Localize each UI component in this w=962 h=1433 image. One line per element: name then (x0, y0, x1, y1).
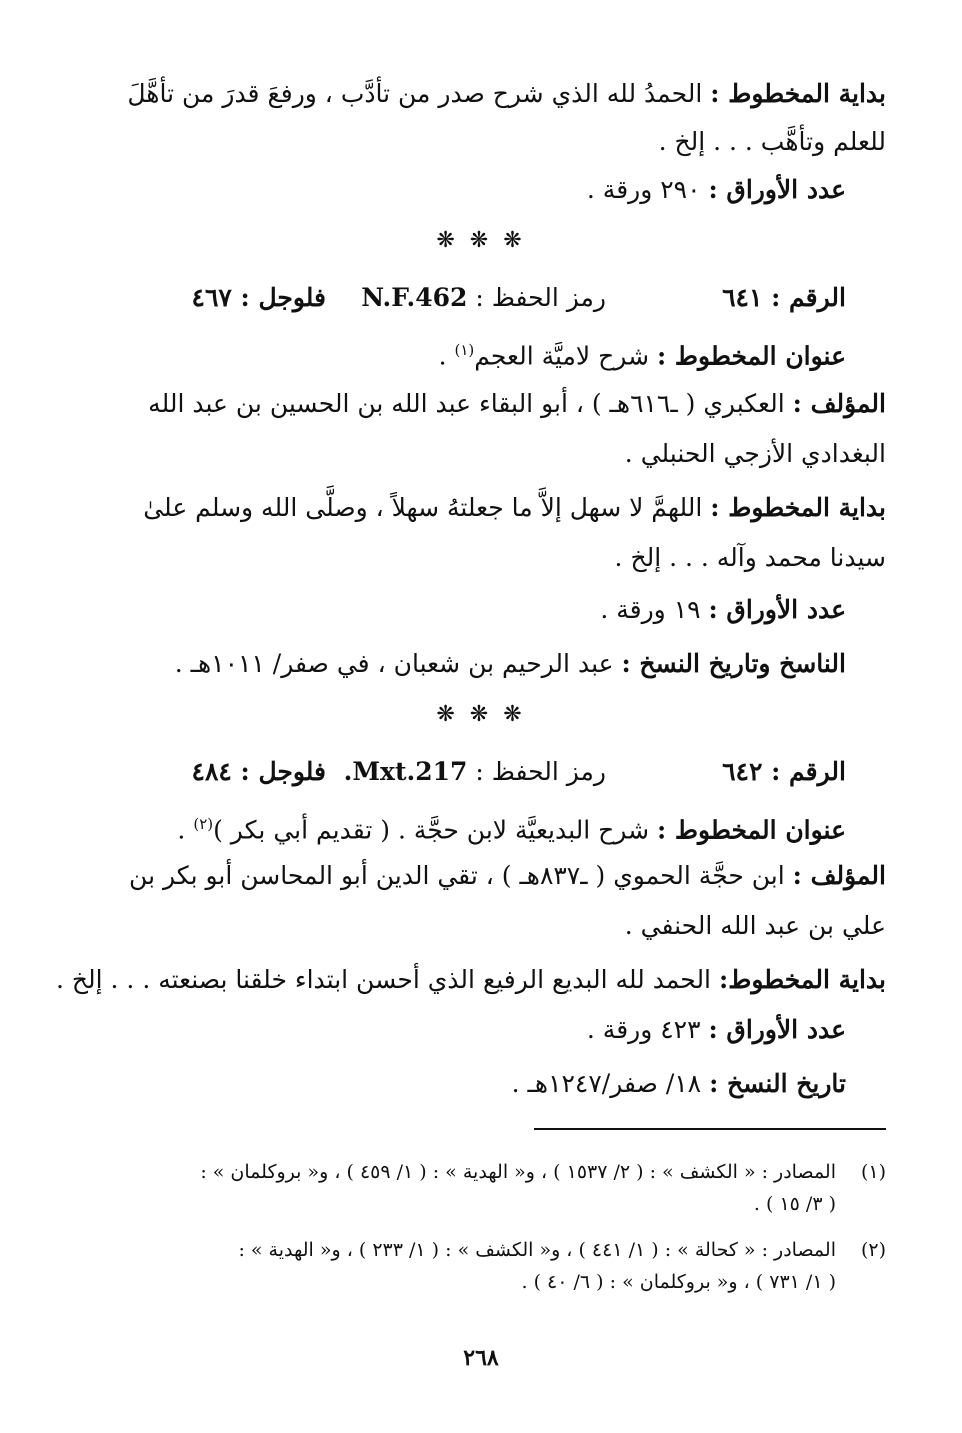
prev-folios-value: ٢٩٠ ورقة . (586, 175, 701, 204)
footnote-2-line1: المصادر : « كحالة » : ( ١/ ٤٤١ ) ، و« الكشف » : ( ١/ ٢٣٣ ) ، و« الهدية » : (238, 1239, 836, 1261)
entry-641-start-line2: سيدنا محمد وآله . . . إلخ . (614, 543, 886, 572)
prev-start-line1 (76, 74, 886, 114)
entry-642-title-text: شرح البديعيَّة لابن حجَّة . ( تقديم أبي بكر ) (213, 815, 650, 845)
entry-642-start (56, 960, 886, 1000)
entry-641-copyist (76, 644, 846, 684)
entry-642-start-label: بداية المخطوط: (718, 965, 886, 994)
footnote-ref-2[interactable]: (٢) (193, 815, 214, 833)
entry-642-date-value: ١٨/ صفر/١٢٤٧هـ . (511, 1069, 702, 1098)
entry-642-header (76, 752, 886, 792)
entry-641-title: عنوان المخطوط : شرح لاميَّة العجم$^{(١)}$ . (438, 341, 846, 371)
entry-642-author-label: المؤلف : (792, 861, 886, 890)
entry-641-folios-label: عدد الأوراق : (708, 595, 846, 624)
prev-start-line2: للعلم وتأهَّب . . . إلخ . (658, 127, 886, 156)
footnote-2-number: (٢) (860, 1239, 886, 1261)
entry-642-shelfmark (344, 752, 606, 792)
entry-642-number: الرقم : ٦٤٢ (722, 757, 846, 786)
entry-642-author-text: ابن حجَّة الحموي ( ـ٨٣٧هـ ) ، تقي الدين أبو المحاسن أبو بكر بن (129, 861, 785, 890)
entry-641-shelfmark (361, 278, 606, 318)
entry-642-title: عنوان المخطوط : شرح البديعيَّة لابن حجَّة . ( تقديم أبي بكر )$^{(٢)}$ . (177, 815, 846, 845)
entry-641-folios (76, 590, 846, 630)
entry-642-start-text: الحمد لله البديع الرفيع الذي أحسن ابتداء خلقنا بصنعته . . . إلخ . (56, 965, 712, 994)
entry-641-folios-value: ١٩ ورقة . (600, 595, 701, 624)
prev-start-text: الحمدُ لله الذي شرح صدر من تأدَّب ، ورفعَ قدرَ من تأهَّلَ (127, 79, 703, 108)
entry-641-shelfmark-value: N.F.462 (361, 283, 468, 312)
footnote-divider (534, 1128, 886, 1130)
entry-642-shelfmark-value: Mxt.217. (343, 757, 468, 786)
entry-641-start-line1 (76, 488, 886, 528)
entry-642-folios-label: عدد الأوراق : (708, 1015, 846, 1044)
entry-641-title-label: عنوان المخطوط : (656, 341, 846, 371)
entry-642-flugel: فلوجل : ٤٨٤ (191, 757, 326, 786)
entry-641-shelfmark-label: رمز الحفظ : (475, 283, 606, 312)
entry-641-flugel: فلوجل : ٤٦٧ (191, 283, 326, 312)
entry-642-date-label: تاريخ النسخ : (709, 1069, 846, 1098)
entry-641-copyist-value: عبد الرحيم بن شعبان ، في صفر/ ١٠١١هـ . (174, 649, 614, 678)
prev-folios-label: عدد الأوراق : (708, 175, 846, 204)
footnote-ref-1[interactable]: (١) (454, 341, 475, 359)
entry-641-author-text: العكبري ( ـ٦١٦هـ ) ، أبو البقاء عبد الله بن الحسين بن عبد الله (148, 389, 785, 418)
separator-stars-1: ❋ ❋ ❋ (436, 228, 526, 253)
entry-641-header (76, 278, 886, 318)
separator-stars-2: ❋ ❋ ❋ (436, 702, 526, 727)
entry-641-title-text: شرح لاميَّة العجم (474, 341, 650, 371)
entry-641-author-line1 (76, 384, 886, 424)
entry-641-author-line2: البغدادي الأزجي الحنبلي . (624, 439, 886, 468)
footnote-1-line1: المصادر : « الكشف » : ( ٢/ ١٥٣٧ ) ، و« الهدية » : ( ١/ ٤٥٩ ) ، و« بروكلمان » : (200, 1161, 836, 1183)
entry-642-shelfmark-label: رمز الحفظ : (475, 757, 606, 786)
entry-642-title-label: عنوان المخطوط : (656, 815, 846, 845)
entry-642-folios (76, 1010, 846, 1050)
entry-641-number: الرقم : ٦٤١ (722, 283, 846, 312)
entry-642-folios-value: ٤٢٣ ورقة . (586, 1015, 701, 1044)
footnote-1-line2: ( ٣/ ١٥ ) . (753, 1193, 836, 1215)
entry-642-author-line2: علي بن عبد الله الحنفي . (624, 911, 886, 940)
entry-641-author-label: المؤلف : (792, 389, 886, 418)
page-number: ٢٦٨ (463, 1345, 499, 1371)
footnote-2-line2: ( ١/ ٧٣١ ) ، و« بروكلمان » : ( ٦/ ٤٠ ) . (521, 1271, 836, 1293)
footnote-1-number: (١) (860, 1161, 886, 1183)
entry-641-start-label: بداية المخطوط : (710, 493, 886, 522)
prev-folios (76, 170, 846, 210)
entry-642-author-line1 (76, 856, 886, 896)
entry-642-date (76, 1064, 846, 1104)
entry-641-copyist-label: الناسخ وتاريخ النسخ : (621, 649, 846, 678)
prev-start-label: بداية المخطوط : (710, 79, 886, 108)
entry-641-start-text: اللهمَّ لا سهل إلاَّ ما جعلتهُ سهلاً ، وصلَّى الله وسلم علىٰ (143, 493, 703, 522)
